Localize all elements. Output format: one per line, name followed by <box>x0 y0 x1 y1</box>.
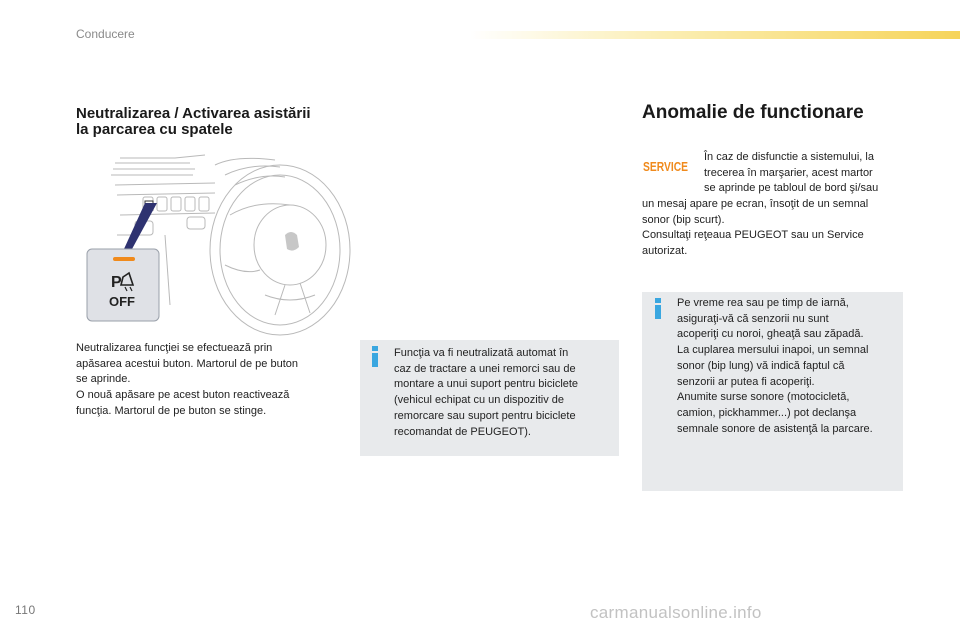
section-title: Conducere <box>76 27 135 41</box>
info-box-sensors <box>642 292 903 491</box>
info-line: acoperiţi cu noroi, gheaţă sau zăpadă. <box>677 328 864 341</box>
header-accent-bar <box>470 31 960 39</box>
page-number: 110 <box>15 603 36 617</box>
dashboard-illustration <box>75 155 337 325</box>
info-line: senzorii ar putea fi acoperiţi. <box>677 375 815 388</box>
anomaly-line: sonor (bip scurt). <box>642 213 725 226</box>
info-box-text <box>677 296 901 437</box>
info-line: (vehicul echipat cu un dispozitiv de <box>394 394 564 407</box>
info-line: La cuplarea mersului inapoi, un semnal <box>677 344 869 357</box>
left-body-line: se aprinde. <box>76 373 131 386</box>
info-line: caz de tractare a unei remorci sau de <box>394 362 576 375</box>
info-line: Anumite surse sonore (motocicletă, <box>677 391 850 404</box>
park-icon-letter: P <box>111 274 122 291</box>
left-body-line: O nouă apăsare pe acest buton reactivează <box>76 389 290 402</box>
service-line: se aprinde pe tabloul de bord şi/sau <box>704 182 879 195</box>
info-line: remorcare sau suport pentru biciclete <box>394 409 576 422</box>
info-line: semnale sonore de asistenţă la parcare. <box>677 422 873 435</box>
anomaly-line: Consultaţi reţeaua PEUGEOT sau un Service <box>642 229 864 242</box>
info-box-text <box>394 346 616 440</box>
service-description <box>704 150 904 197</box>
left-body-line: funcţia. Martorul de pe buton se stinge. <box>76 404 267 417</box>
info-line: Funcţia va fi neutralizată automat în <box>394 347 569 359</box>
off-label: OFF <box>109 294 135 309</box>
left-body-line: Neutralizarea funcţiei se efectuează prin <box>76 342 273 354</box>
anomaly-line: autorizat. <box>642 245 688 258</box>
right-section-heading: Anomalie de functionare <box>642 102 864 123</box>
service-icon-label: SERVICE <box>643 160 688 174</box>
service-line: trecerea în marşarier, acest martor <box>704 166 873 179</box>
service-line: În caz de disfunctie a sistemului, la <box>704 151 874 163</box>
info-line: camion, pickhammer...) pot declanşa <box>677 406 857 419</box>
watermark: carmanualsonline.info <box>590 603 762 622</box>
info-line: Pe vreme rea sau pe timp de iarnă, <box>677 297 849 309</box>
info-line: montare a unui suport pentru biciclete <box>394 378 579 391</box>
left-body-line: apăsarea acestui buton. Martorul de pe buton <box>76 357 298 370</box>
info-box-towing <box>360 340 619 456</box>
info-line: recomandat de PEUGEOT). <box>394 425 531 438</box>
left-section-heading <box>76 106 356 138</box>
left-heading-line-1: Neutralizarea / Activarea asistării <box>76 105 311 122</box>
info-line: asiguraţi-vă că senzorii nu sunt <box>677 312 829 325</box>
anomaly-line: un mesaj apare pe ecran, însoţit de un semnal <box>642 198 869 210</box>
anomaly-description <box>642 197 904 260</box>
left-heading-line-2: la parcarea cu spatele <box>76 121 233 138</box>
info-line: sonor (bip lung) vă indică faptul că <box>677 359 845 372</box>
left-body-text <box>76 341 336 420</box>
service-warning-icon <box>643 158 689 174</box>
